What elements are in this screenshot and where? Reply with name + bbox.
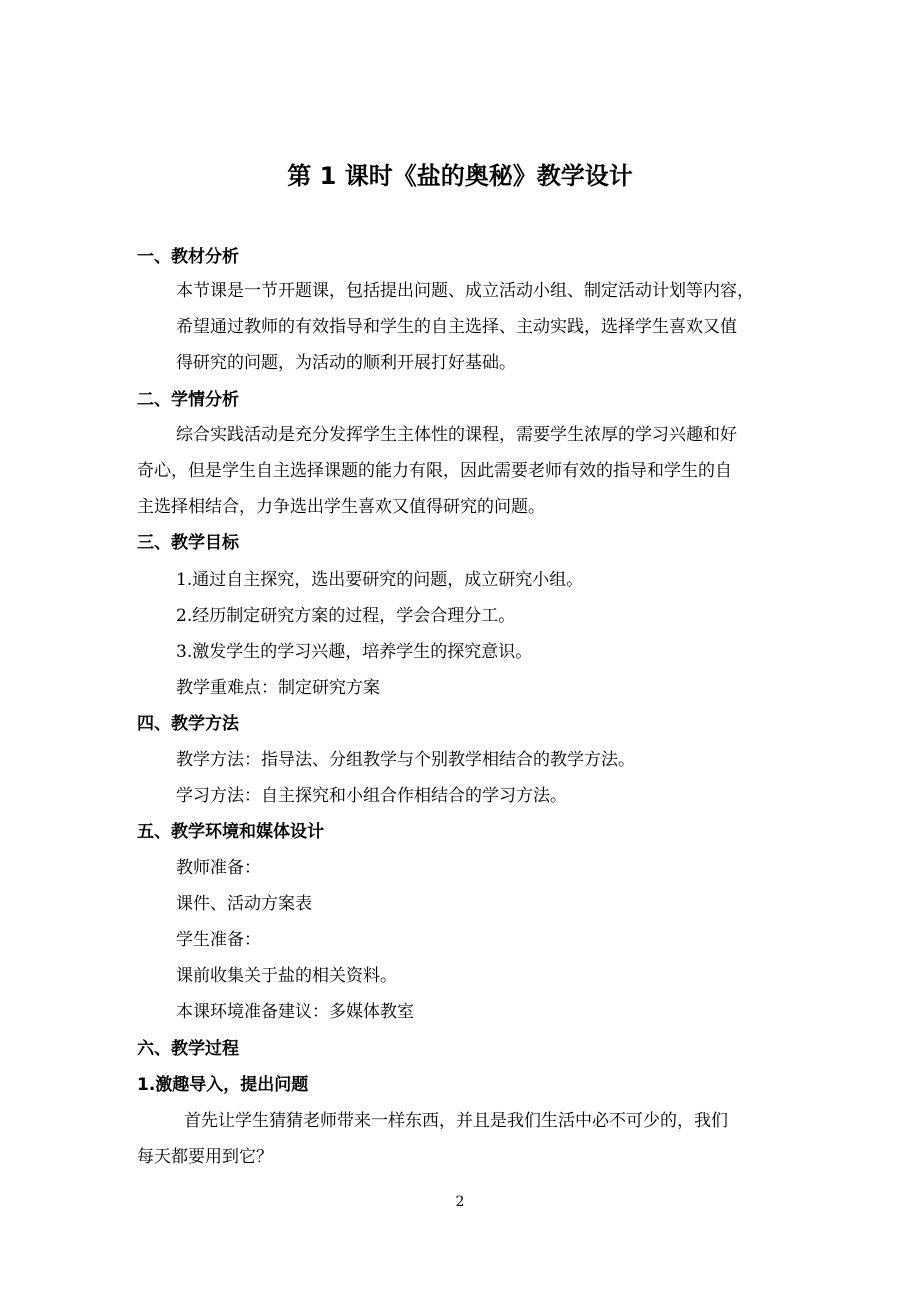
paragraph-line: 1.通过自主探究，选出要研究的问题，成立研究小组。 (176, 570, 584, 590)
paragraph-line: 教学重难点：制定研究方案 (176, 678, 380, 698)
paragraph-line: 首先让学生猜猜老师带来一样东西，并且是我们生活中必不可少的，我们 (184, 1111, 728, 1131)
section-heading-objectives: 三、教学目标 (137, 533, 239, 553)
section-heading-methods: 四、教学方法 (137, 714, 239, 734)
section-heading-process: 六、教学过程 (137, 1039, 239, 1059)
paragraph-line: 本节课是一节开题课，包括提出问题、成立活动小组、制定活动计划等内容， (176, 281, 754, 301)
paragraph-line: 主选择相结合，力争选出学生喜欢又值得研究的问题。 (137, 497, 545, 517)
paragraph-line: 教师准备： (176, 858, 261, 878)
section-heading-materials: 一、教材分析 (137, 247, 239, 267)
paragraph-line: 学习方法：自主探究和小组合作相结合的学习方法。 (176, 786, 567, 806)
paragraph-line: 课件、活动方案表 (176, 894, 312, 914)
paragraph-line: 3.激发学生的学习兴趣，培养学生的探究意识。 (176, 642, 533, 662)
paragraph-line: 学生准备： (176, 930, 261, 950)
page-title: 第 1 课时《盐的奥秘》教学设计 (287, 162, 633, 190)
section-heading-students: 二、学情分析 (137, 390, 239, 410)
paragraph-line: 教学方法：指导法、分组教学与个别教学相结合的教学方法。 (176, 750, 635, 770)
paragraph-line: 课前收集关于盐的相关资料。 (176, 966, 397, 986)
paragraph-line: 希望通过教师的有效指导和学生的自主选择、主动实践，选择学生喜欢又值 (176, 317, 737, 337)
paragraph-line: 每天都要用到它？ (137, 1147, 273, 1167)
paragraph-line: 奇心，但是学生自主选择课题的能力有限，因此需要老师有效的指导和学生的自 (137, 461, 732, 481)
page-number: 2 (455, 1194, 465, 1210)
paragraph-line: 综合实践活动是充分发挥学生主体性的课程，需要学生浓厚的学习兴趣和好 (176, 425, 737, 445)
paragraph-line: 本课环境准备建议：多媒体教室 (176, 1002, 414, 1022)
section-heading-environment: 五、教学环境和媒体设计 (137, 822, 324, 842)
subsection-heading: 1.激趣导入，提出问题 (137, 1075, 309, 1095)
paragraph-line: 得研究的问题，为活动的顺利开展打好基础。 (176, 353, 516, 373)
paragraph-line: 2.经历制定研究方案的过程，学会合理分工。 (176, 606, 516, 626)
